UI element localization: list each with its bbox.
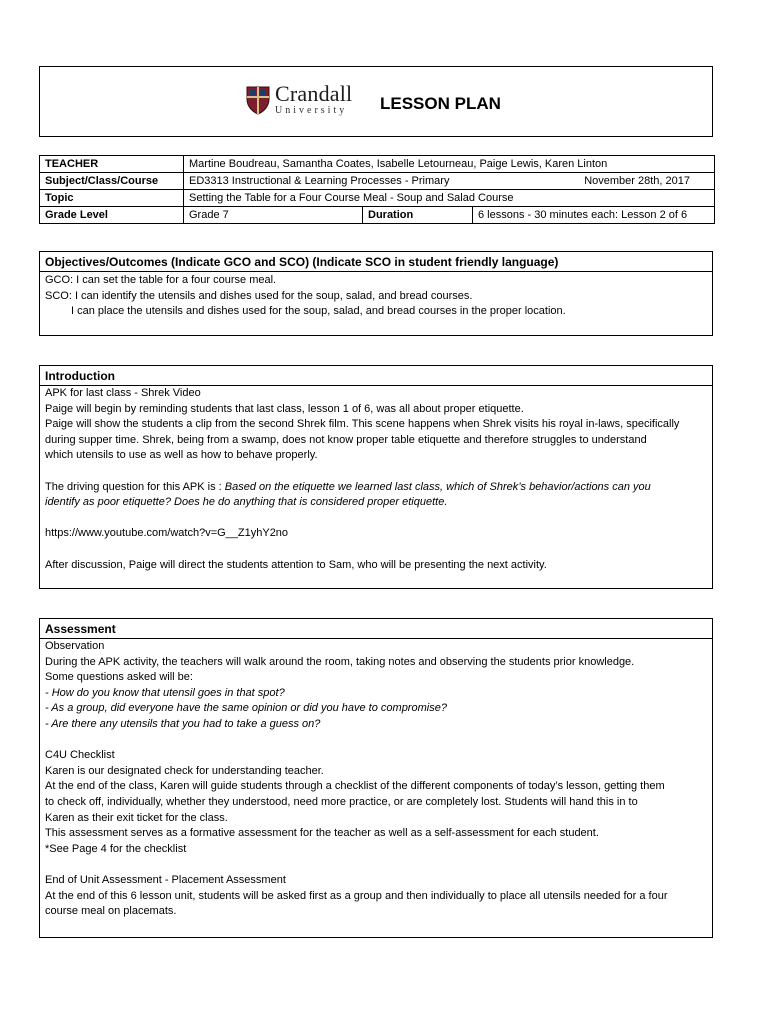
question-item: - Are there any utensils that you had to take a guess on? (45, 717, 321, 730)
logo-name: Crandall (275, 81, 353, 106)
c4u-line: At the end of the class, Karen will guide students through a checklist of the different components of today’s lesson, getting them (45, 780, 665, 793)
topic-value: Setting the Table for a Four Course Meal - Soup and Salad Course (184, 190, 715, 207)
question-item: - As a group, did everyone have the same opinion or did you have to compromise? (45, 702, 447, 715)
assessment-title: Assessment (40, 619, 712, 639)
teacher-value: Martine Boudreau, Samantha Coates, Isabelle Letourneau, Paige Lewis, Karen Linton (184, 156, 715, 173)
c4u-line: to check off, individually, whether they understood, need more practice, or are completely lost. Students will hand this in to (45, 795, 638, 808)
intro-after-text: After discussion, Paige will direct the students attention to Sam, who will be presenting the next activity. (45, 558, 547, 571)
duration-label: Duration (363, 207, 473, 224)
intro-line: Paige will show the students a clip from the second Shrek film. This scene happens when Shrek visits his royal in-laws, specifically (45, 418, 680, 431)
topic-label: Topic (40, 190, 184, 207)
end-unit-line: At the end of this 6 lesson unit, students will be asked first as a group and then individually to place all utensils needed for a four (45, 889, 668, 902)
assessment-section (39, 618, 713, 938)
end-unit-line: course meal on placemats. (45, 905, 177, 918)
topic-row (40, 190, 715, 207)
end-unit-heading: End of Unit Assessment - Placement Assessment (45, 873, 286, 886)
c4u-line: *See Page 4 for the checklist (45, 842, 187, 855)
sco-text-2: I can place the utensils and dishes used for the soup, salad, and bread courses in the proper location. (71, 305, 566, 318)
lesson-date: November 28th, 2017 (584, 174, 690, 187)
introduction-section (39, 365, 713, 589)
driving-question-text-2: identify as poor etiquette? Does he do anything that is considered proper etiquette. (45, 496, 448, 509)
c4u-line: This assessment serves as a formative assessment for the teacher as well as a self-assessment for each student. (45, 827, 599, 840)
video-url[interactable]: https://www.youtube.com/watch?v=G__Z1yhY2no (45, 527, 289, 540)
observation-heading: Observation (45, 640, 105, 652)
driving-question-prefix: The driving question for this APK is : (45, 480, 225, 493)
crandall-logo (245, 83, 352, 116)
teacher-label: TEACHER (40, 156, 184, 173)
lesson-info-table (39, 155, 715, 224)
grade-label: Grade Level (40, 207, 184, 224)
question-item: - How do you know that utensil goes in that spot? (45, 686, 285, 699)
introduction-title: Introduction (40, 366, 712, 386)
logo-subtitle: University (275, 105, 348, 116)
sco-text-1: SCO: I can identify the utensils and dishes used for the soup, salad, and bread courses. (45, 289, 473, 302)
c4u-heading: C4U Checklist (45, 749, 115, 762)
crest-icon (245, 85, 271, 115)
driving-question-text-1: Based on the etiquette we learned last class, which of Shrek’s behavior/actions can you (224, 480, 651, 493)
observation-line: Some questions asked will be: (45, 671, 193, 684)
driving-question (45, 480, 707, 496)
grade-row (40, 207, 715, 224)
objectives-title: Objectives/Outcomes (Indicate GCO and SCO) (Indicate SCO in student friendly language) (40, 252, 712, 272)
c4u-line: Karen is our designated check for understanding teacher. (45, 764, 324, 777)
subject-label: Subject/Class/Course (40, 173, 184, 190)
teacher-row (40, 156, 715, 173)
duration-value: 6 lessons - 30 minutes each: Lesson 2 of 6 (473, 207, 715, 224)
c4u-line: Karen as their exit ticket for the class. (45, 811, 228, 824)
intro-line: which utensils to use as well as how to behave properly. (45, 449, 318, 462)
subject-row (40, 173, 715, 190)
subject-value: ED3313 Instructional & Learning Processes - Primary (189, 174, 450, 187)
intro-line: APK for last class - Shrek Video (45, 387, 201, 399)
intro-line: during supper time. Shrek, being from a swamp, does not know proper table etiquette and therefore struggles to understand (45, 433, 647, 446)
gco-text: GCO: I can set the table for a four course meal. (45, 274, 277, 286)
objectives-section (39, 251, 713, 336)
grade-value: Grade 7 (184, 207, 363, 224)
observation-line: During the APK activity, the teachers will walk around the room, taking notes and observing the students prior knowledge. (45, 655, 635, 668)
subject-cell (184, 173, 715, 190)
intro-line: Paige will begin by reminding students that last class, lesson 1 of 6, was all about proper etiquette. (45, 402, 524, 415)
page-title: LESSON PLAN (380, 94, 501, 113)
header-box (39, 66, 713, 137)
